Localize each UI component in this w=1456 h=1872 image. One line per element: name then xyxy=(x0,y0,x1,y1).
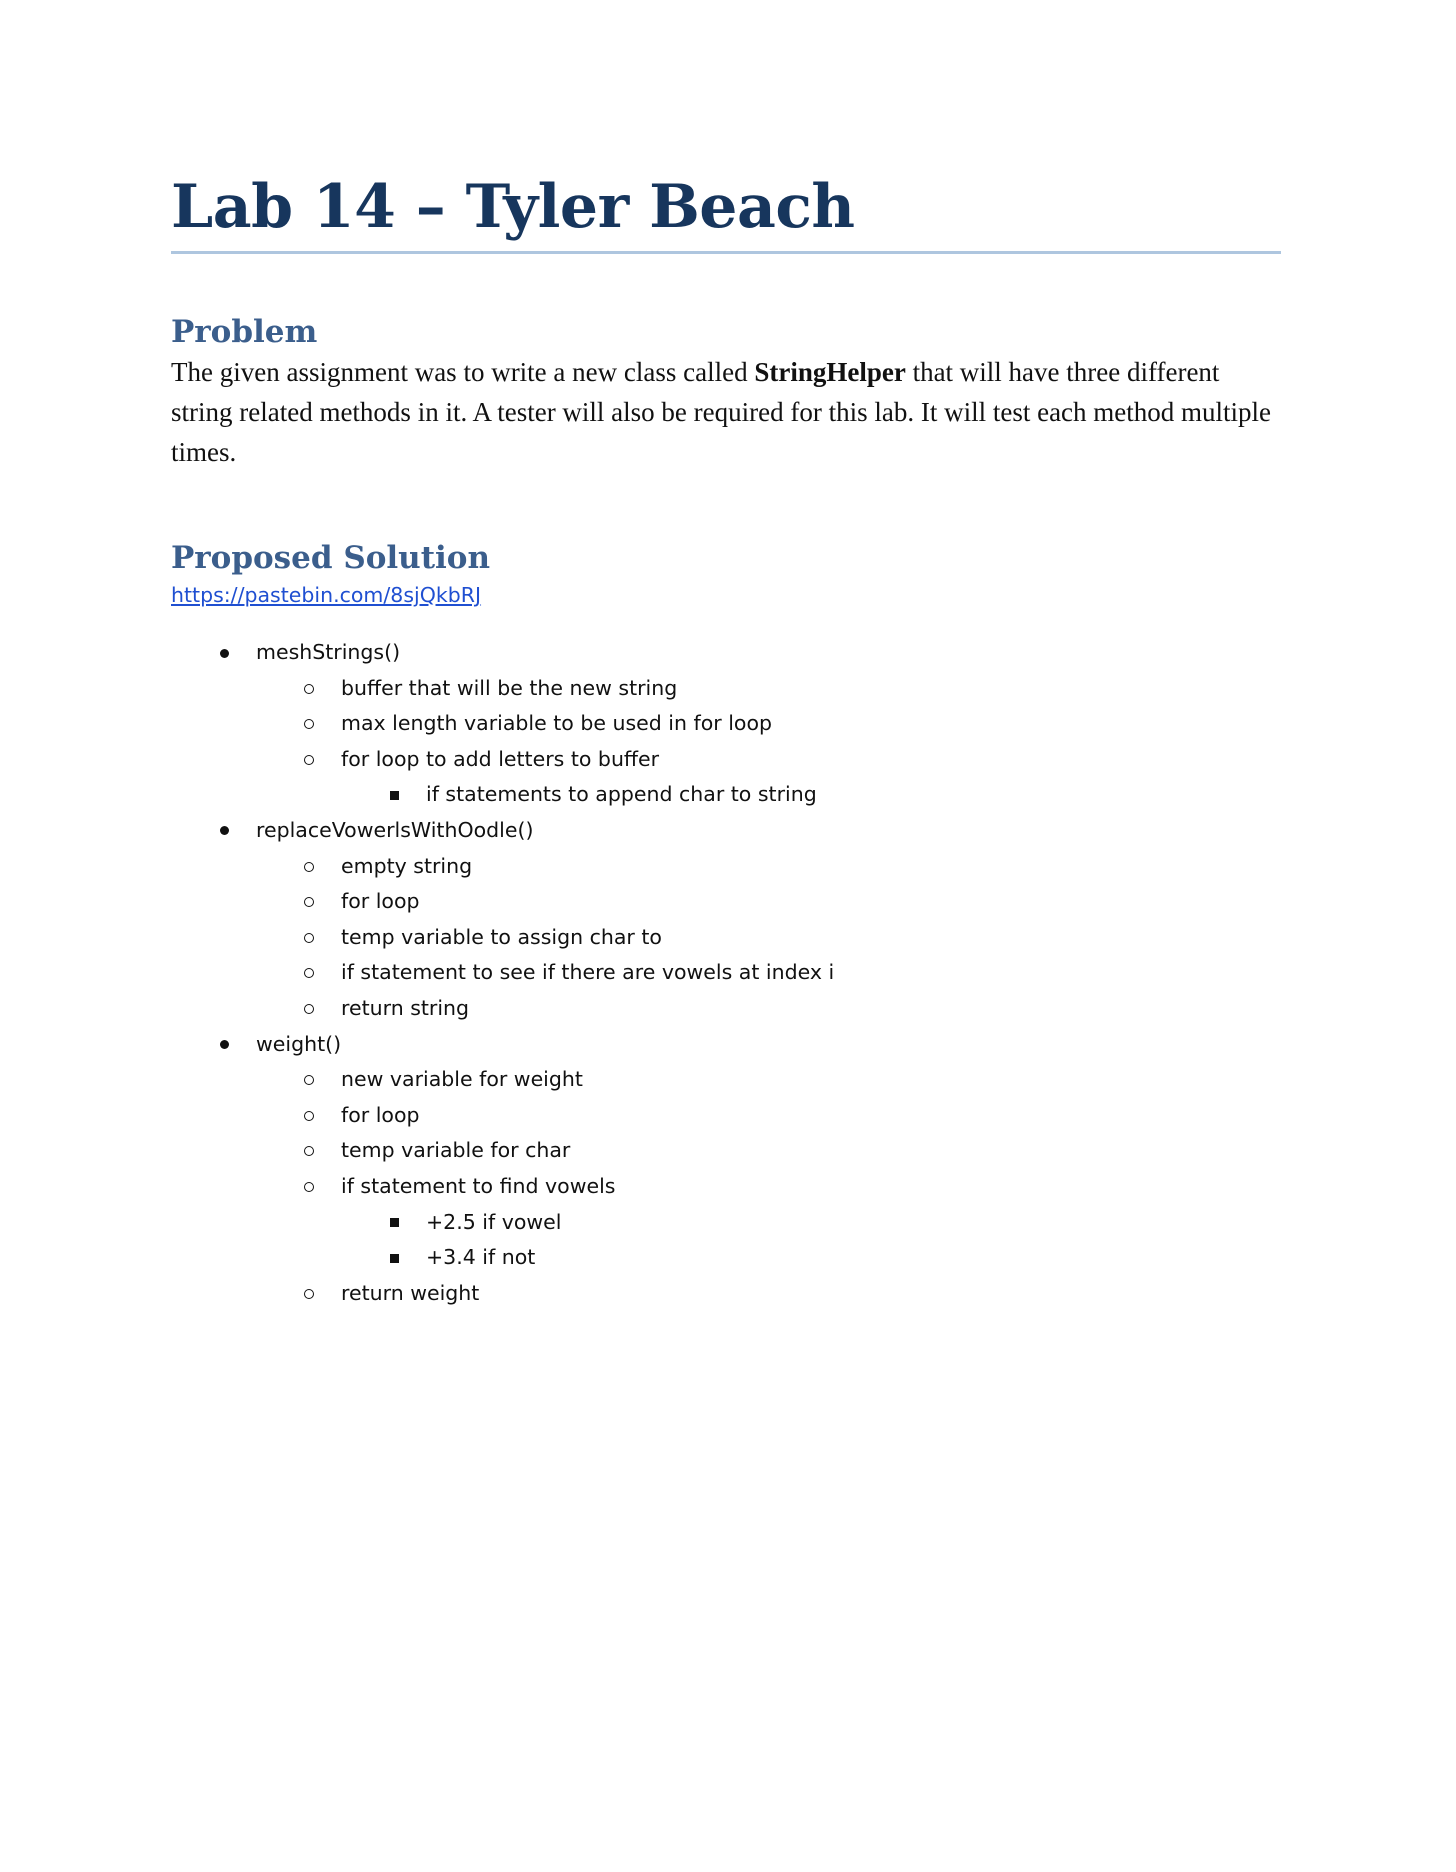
outline-item-level-2 xyxy=(171,706,1281,742)
outline-item-text: max length variable to be used in for loop xyxy=(341,711,773,736)
bullet-dot-icon xyxy=(214,635,234,671)
bullet-dot-icon xyxy=(214,1027,234,1063)
outline-item-text: if statement to see if there are vowels at index i xyxy=(341,960,835,985)
outline-item-level-1 xyxy=(171,813,1281,849)
outline-item-text: temp variable for char xyxy=(341,1138,571,1163)
bullet-circle-icon xyxy=(299,706,319,742)
outline-item-text: buffer that will be the new string xyxy=(341,675,678,700)
problem-text-start: The given assignment was to write a new class called xyxy=(171,357,755,387)
bullet-square-icon xyxy=(384,777,404,813)
bullet-circle-icon xyxy=(299,955,319,991)
bullet-circle-icon xyxy=(299,991,319,1027)
problem-paragraph xyxy=(171,352,1281,472)
outline-item-level-3 xyxy=(171,1240,1281,1276)
outline-item-level-2 xyxy=(171,1169,1281,1205)
bullet-circle-icon xyxy=(299,742,319,778)
outline-item-text: for loop xyxy=(341,889,420,914)
bullet-circle-icon xyxy=(299,1133,319,1169)
outline-item-level-1 xyxy=(171,1027,1281,1063)
class-name-bold: StringHelper xyxy=(754,357,906,387)
outline-item-text: meshStrings() xyxy=(256,640,401,664)
outline-item-text: if statement to find vowels xyxy=(341,1173,616,1198)
bullet-circle-icon xyxy=(299,849,319,885)
outline-item-text: return weight xyxy=(341,1280,480,1305)
outline-item-level-2 xyxy=(171,1276,1281,1312)
outline-item-level-2 xyxy=(171,671,1281,707)
bullet-circle-icon xyxy=(299,671,319,707)
outline-item-text: empty string xyxy=(341,853,473,878)
outline-item-level-2 xyxy=(171,955,1281,991)
outline-item-text: weight() xyxy=(256,1031,342,1056)
outline-item-level-3 xyxy=(171,1205,1281,1241)
title-underline xyxy=(171,251,1281,254)
outline-item-level-1 xyxy=(171,635,1281,671)
document-title: Lab 14 – Tyler Beach xyxy=(171,172,855,242)
outline-item-level-2 xyxy=(171,991,1281,1027)
outline-item-text: new variable for weight xyxy=(341,1067,583,1092)
outline-item-level-2 xyxy=(171,1133,1281,1169)
outline-item-level-2 xyxy=(171,849,1281,885)
bullet-circle-icon xyxy=(299,1276,319,1312)
problem-heading: Problem xyxy=(171,314,318,350)
bullet-circle-icon xyxy=(299,884,319,920)
outline-item-text: replaceVowerlsWithOodle() xyxy=(256,817,534,842)
bullet-circle-icon xyxy=(299,1098,319,1134)
outline-item-level-2 xyxy=(171,1098,1281,1134)
outline-item-text: for loop to add letters to buffer xyxy=(341,746,660,771)
outline-item-text: if statements to append char to string xyxy=(426,782,817,807)
outline-item-text: temp variable to assign char to xyxy=(341,924,662,949)
pastebin-link[interactable]: https://pastebin.com/8sjQkbRJ xyxy=(171,583,482,607)
outline-item-text: for loop xyxy=(341,1102,420,1127)
bullet-circle-icon xyxy=(299,920,319,956)
solution-outline xyxy=(171,635,1281,1311)
bullet-dot-icon xyxy=(214,813,234,849)
bullet-square-icon xyxy=(384,1205,404,1241)
bullet-square-icon xyxy=(384,1240,404,1276)
document-page xyxy=(171,165,1281,1311)
outline-item-text: return string xyxy=(341,995,470,1020)
bullet-circle-icon xyxy=(299,1169,319,1205)
outline-item-level-2 xyxy=(171,884,1281,920)
solution-heading: Proposed Solution xyxy=(171,540,491,576)
outline-item-level-2 xyxy=(171,742,1281,778)
bullet-circle-icon xyxy=(299,1062,319,1098)
outline-item-text: +3.4 if not xyxy=(426,1245,536,1270)
problem-text-end: that will have three different string related methods in it. A tester will also be required for this lab. It will test each method multiple times. xyxy=(171,357,1272,467)
outline-item-level-2 xyxy=(171,920,1281,956)
outline-item-level-3 xyxy=(171,777,1281,813)
outline-item-level-2 xyxy=(171,1062,1281,1098)
outline-item-text: +2.5 if vowel xyxy=(426,1209,562,1234)
